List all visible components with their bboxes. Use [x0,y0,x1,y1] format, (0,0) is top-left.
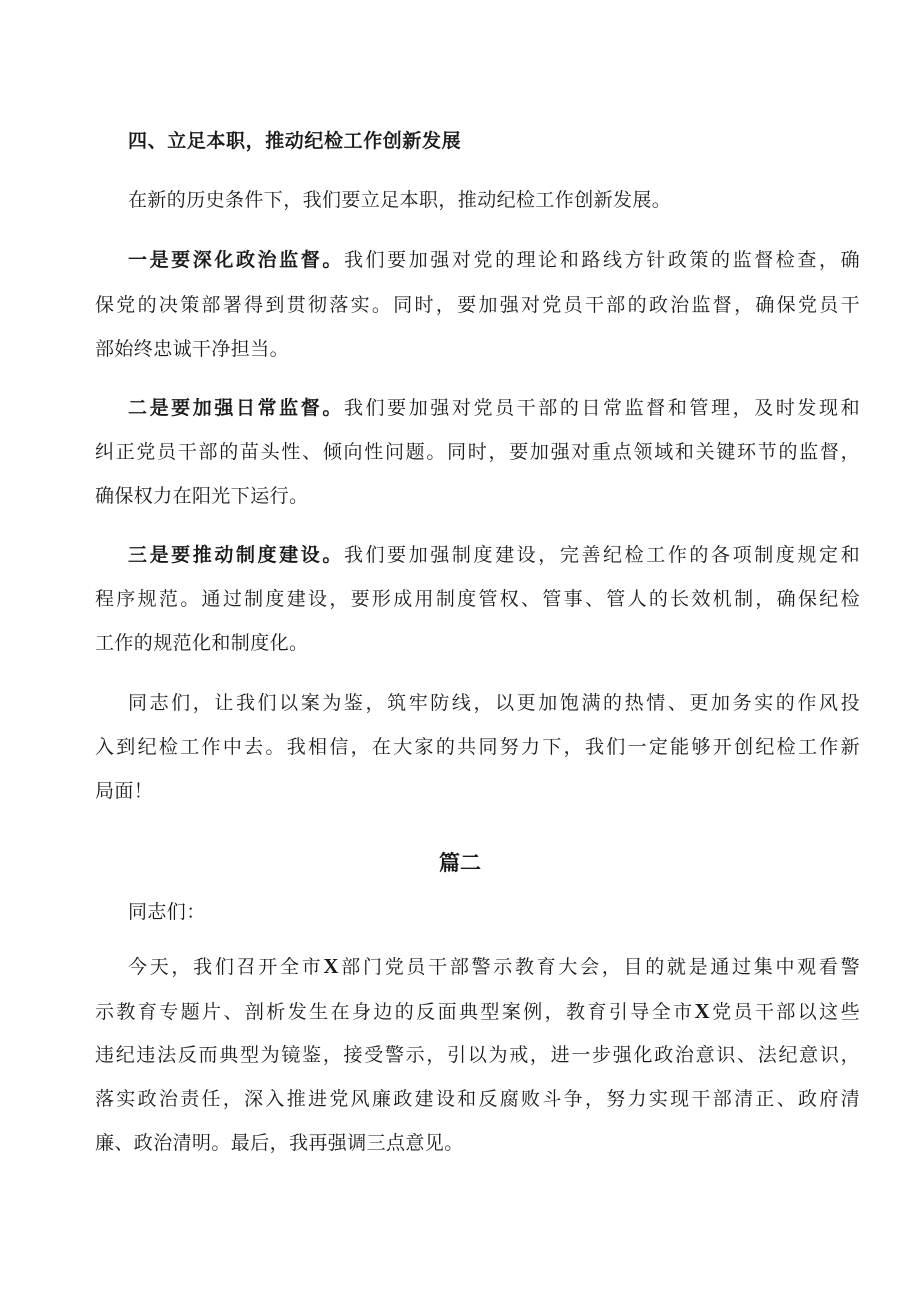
point2-line1 [128,394,860,422]
salutation: 同志们： [128,901,206,923]
point1-lead: 一是要深化政治监督。 [128,249,344,271]
para-line5: 廉、政治清明。最后，我再强调三点意见。 [95,1132,464,1154]
point3-line2: 程序规范。通过制度建设，要形成用制度管权、管事、管人的长效机制，确保纪检 [95,588,860,610]
point3-line3: 工作的规范化和制度化。 [95,632,309,654]
point2-lead: 二是要加强日常监督。 [128,397,344,419]
point3-text: 我们要加强制度建设，完善纪检工作的各项制度规定和 [343,544,860,566]
para-line4: 落实政治责任，深入推进党风廉政建设和反腐败斗争，努力实现干部清正、政府清 [95,1088,860,1110]
point2-line3: 确保权力在阳光下运行。 [95,485,309,507]
intro-paragraph: 在新的历史条件下，我们要立足本职，推动纪检工作创新发展。 [128,189,672,211]
para-line3: 违纪违法反而典型为镜鉴，接受警示，引以为戒，进一步强化政治意识、法纪意识， [95,1044,860,1066]
x-placeholder: X [323,954,339,978]
para-line2 [95,997,860,1026]
point1-line2: 保党的决策部署得到贯彻落实。同时，要加强对党员干部的政治监督，确保党员干 [95,294,860,316]
closing-line3: 局面！ [95,780,154,802]
para-line2-b: 党员干部以这些 [710,1001,860,1023]
point1-text: 我们要加强对党的理论和路线方针政策的监督检查，确 [343,249,860,271]
point2-text: 我们要加强对党员干部的日常监督和管理，及时发现和 [343,397,860,419]
para-line2-a: 示教育专题片、剖析发生在身边的反面典型案例，教育引导全市 [95,1001,695,1023]
x-placeholder: X [694,999,711,1023]
point2-line2: 纠正党员干部的苗头性、倾向性问题。同时，要加强对重点领域和关键环节的监督， [95,441,860,463]
part-title: 篇二 [439,851,481,875]
point1-line1 [128,246,860,274]
point3-lead: 三是要推动制度建设。 [128,544,344,566]
para-line1-a: 今天，我们召开全市 [128,956,324,978]
point1-line3: 部始终忠诚干净担当。 [95,338,290,360]
closing-line2: 入到纪检工作中去。我相信，在大家的共同努力下，我们一定能够开创纪检工作新 [95,736,860,758]
para-line1-b: 部门党员干部警示教育大会，目的就是通过集中观看警 [338,956,860,978]
para-line1 [128,952,860,981]
closing-line1: 同志们，让我们以案为鉴，筑牢防线，以更加饱满的热情、更加务实的作风投 [128,692,860,714]
point3-line1 [128,541,860,569]
section-heading: 四、立足本职，推动纪检工作创新发展 [128,130,462,152]
